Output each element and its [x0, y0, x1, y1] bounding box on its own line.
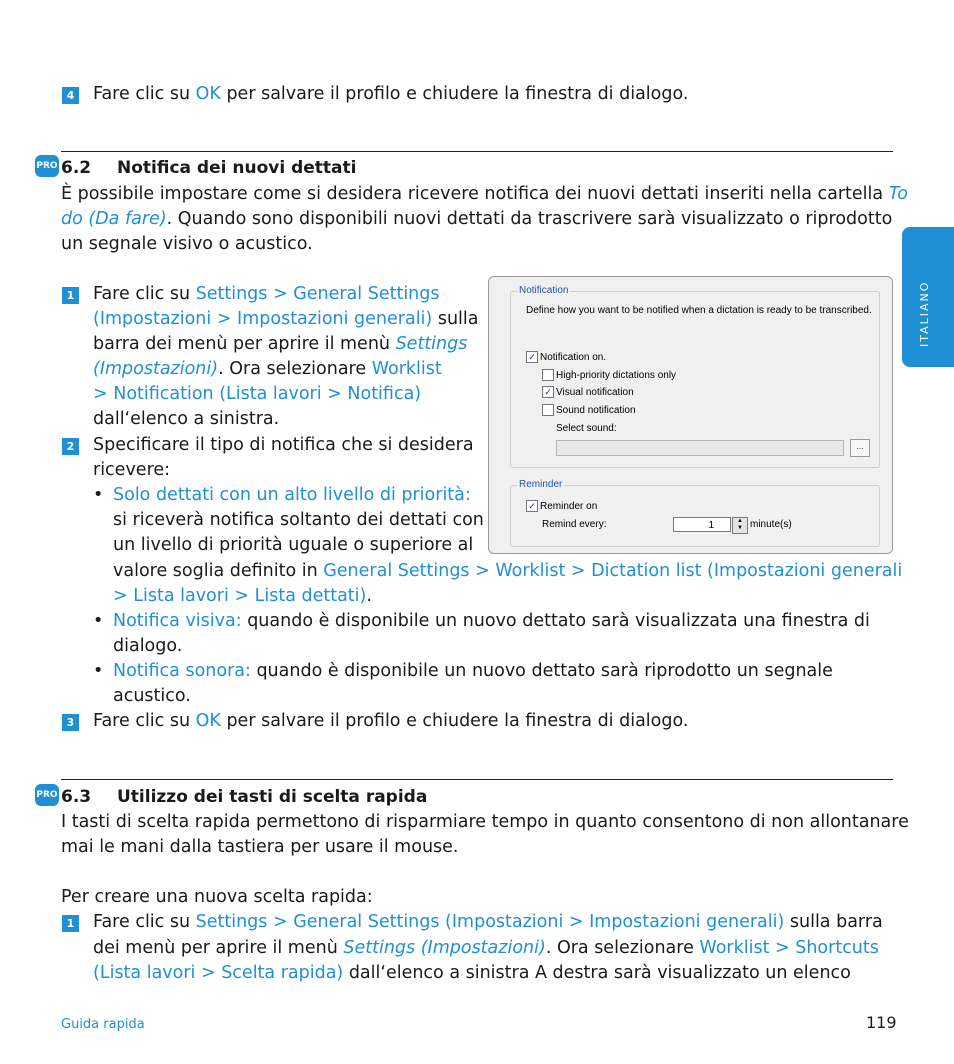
notification-on-label: Notification on. [540, 352, 607, 363]
step-1-line [93, 961, 851, 986]
section-title: Notifica dei nuovi dettati [117, 158, 357, 178]
remind-interval-value: 1 [708, 520, 714, 531]
text: . Ora selezionare [218, 359, 372, 379]
section-number: 6.3 [61, 787, 92, 807]
visual-notification-checkbox[interactable]: ✓ [542, 386, 554, 398]
step-2-line: Specificare il tipo di notifica che si desidera [93, 435, 474, 455]
reminder-on-checkbox[interactable]: ✓ [526, 500, 538, 512]
intro-line: mai le mani dalla tastiera per usare il mouse. [61, 837, 459, 857]
text: quando è disponibile un nuovo dettato sarà riprodotto un segnale [250, 661, 833, 681]
worklist-link[interactable]: Worklist [371, 359, 442, 379]
settings-menu-link[interactable]: Settings (Impostazioni) [343, 938, 546, 958]
sound-notification-label: Sound notification [556, 405, 636, 416]
text: È possibile impostare come si desidera ricevere notifica dei nuovi dettati inseriti nella cartella [61, 184, 889, 204]
text: barra dei menù per aprire il menù [93, 334, 396, 354]
section-heading-6-2 [61, 158, 356, 178]
text: . Quando sono disponibili nuovi dettati da trascrivere sarà visualizzato o riprodotto [166, 209, 893, 229]
to-do-link[interactable]: do (Da fare) [61, 209, 167, 229]
text: quando è disponibile un nuovo dettato sarà visualizzata una finestra di [241, 611, 870, 631]
text: valore soglia definito in [113, 561, 324, 581]
visual-notification-label: Visual notification [556, 387, 634, 398]
bullet-text: dialogo. [113, 636, 183, 656]
dictation-list-link[interactable]: > Lista lavori > Lista dettati) [113, 586, 367, 606]
step-1-line [93, 910, 883, 935]
intro-line [61, 207, 892, 232]
footer-guide-label: Guida rapida [61, 1017, 145, 1032]
step-2-line: ricevere: [93, 460, 171, 480]
settings-link[interactable]: (Impostazioni > Impostazioni generali) [93, 309, 433, 329]
text: dall‘elenco a sinistra A destra sarà visualizzato un elenco [343, 963, 851, 983]
language-label: ITALIANO [918, 280, 931, 347]
bullet-text [113, 584, 372, 609]
remind-interval-input[interactable] [673, 517, 731, 532]
section-divider [61, 779, 893, 780]
step-1-line: dall‘elenco a sinistra. [93, 409, 280, 429]
pro-badge: PRO [35, 784, 59, 806]
create-shortcut-text: Per creare una nuova scelta rapida: [61, 887, 373, 907]
step-number-2: 2 [62, 438, 79, 455]
notification-group-label: Notification [519, 285, 569, 296]
ok-link[interactable]: OK [195, 84, 221, 104]
sound-notification-option[interactable]: Notifica sonora: [113, 661, 251, 681]
high-priority-option[interactable]: Solo dettati con un alto livello di priorità: [113, 485, 471, 505]
bullet: • [93, 485, 104, 505]
step-3-text [93, 709, 688, 734]
dictation-list-link[interactable]: General Settings > Worklist > Dictation list (Impostazioni generali [323, 561, 903, 581]
bullet-text [113, 659, 833, 684]
pro-badge: PRO [35, 155, 59, 177]
notification-settings-dialog [488, 276, 893, 554]
visual-notification-option[interactable]: Notifica visiva: [113, 611, 242, 631]
settings-menu-link[interactable]: (Impostazioni) [93, 359, 219, 379]
step-number-1: 1 [62, 915, 79, 932]
text: Fare clic su [93, 711, 196, 731]
step-4-text [93, 82, 688, 107]
notification-on-checkbox[interactable]: ✓ [526, 351, 538, 363]
text: per salvare il profilo e chiudere la finestra di dialogo. [220, 84, 689, 104]
select-sound-label: Select sound: [556, 423, 617, 434]
intro-line: un segnale visivo o acustico. [61, 234, 313, 254]
reminder-group-label: Reminder [519, 479, 563, 490]
section-heading-6-3 [61, 787, 427, 807]
text: dei menù per aprire il menù [93, 938, 344, 958]
high-priority-checkbox[interactable] [542, 369, 554, 381]
bullet-text [113, 559, 902, 584]
worklist-notification-link[interactable]: > Notification (Lista lavori > Notifica) [93, 384, 422, 404]
minutes-label: minute(s) [750, 519, 792, 530]
text: Fare clic su [93, 284, 196, 304]
text: Fare clic su [93, 84, 196, 104]
reminder-on-label: Reminder on [540, 501, 598, 512]
text: sulla barra [784, 912, 883, 932]
text: per salvare il profilo e chiudere la finestra di dialogo. [220, 711, 689, 731]
bullet-text [113, 609, 870, 634]
text: . [366, 586, 372, 606]
ok-link[interactable]: OK [195, 711, 221, 731]
step-1-line [93, 282, 440, 307]
step-number-1: 1 [62, 287, 79, 304]
settings-link[interactable]: Settings > General Settings (Impostazioni > Impostazioni generali) [195, 912, 785, 932]
intro-line: I tasti di scelta rapida permettono di risparmiare tempo in quanto consentono di non allontanare [61, 812, 909, 832]
text: sulla [432, 309, 479, 329]
bullet: • [93, 661, 104, 681]
step-number-3: 3 [62, 714, 79, 731]
to-do-link[interactable]: To [888, 184, 908, 204]
step-1-line [93, 307, 479, 332]
intro-line [61, 182, 908, 207]
define-text: Define how you want to be notified when a dictation is ready to be transcribed. [526, 305, 872, 316]
high-priority-label: High-priority dictations only [556, 370, 677, 381]
remind-interval-spinner[interactable] [732, 517, 748, 534]
bullet-text: un livello di priorità uguale o superiore al [113, 535, 474, 555]
text: . Ora selezionare [545, 938, 700, 958]
bullet-text: si riceverà notifica soltanto dei dettati con [113, 510, 484, 530]
step-number-4: 4 [62, 87, 79, 104]
sound-path-field[interactable] [556, 440, 844, 456]
step-1-line [93, 936, 879, 961]
page-number: 119 [866, 1013, 897, 1032]
remind-every-label: Remind every: [542, 519, 607, 530]
section-title: Utilizzo dei tasti di scelta rapida [117, 787, 428, 807]
sound-notification-checkbox[interactable] [542, 404, 554, 416]
bullet-text: acustico. [113, 686, 191, 706]
spinner-down-icon[interactable]: ▼ [737, 525, 743, 531]
browse-sound-button[interactable]: ... [850, 439, 870, 457]
shortcuts-link[interactable]: (Lista lavori > Scelta rapida) [93, 963, 344, 983]
settings-menu-link[interactable]: Settings [395, 334, 468, 354]
language-side-tab [902, 227, 954, 367]
text: Fare clic su [93, 912, 196, 932]
bullet: • [93, 611, 104, 631]
worklist-shortcuts-link[interactable]: Worklist > Shortcuts [699, 938, 879, 958]
reminder-group [510, 485, 880, 547]
section-divider [61, 151, 893, 152]
settings-link[interactable]: Settings > General Settings [195, 284, 440, 304]
step-1-line [93, 357, 442, 382]
spinner-up-icon[interactable]: ▲ [737, 518, 743, 524]
step-1-line [93, 332, 467, 357]
section-number: 6.2 [61, 158, 92, 178]
